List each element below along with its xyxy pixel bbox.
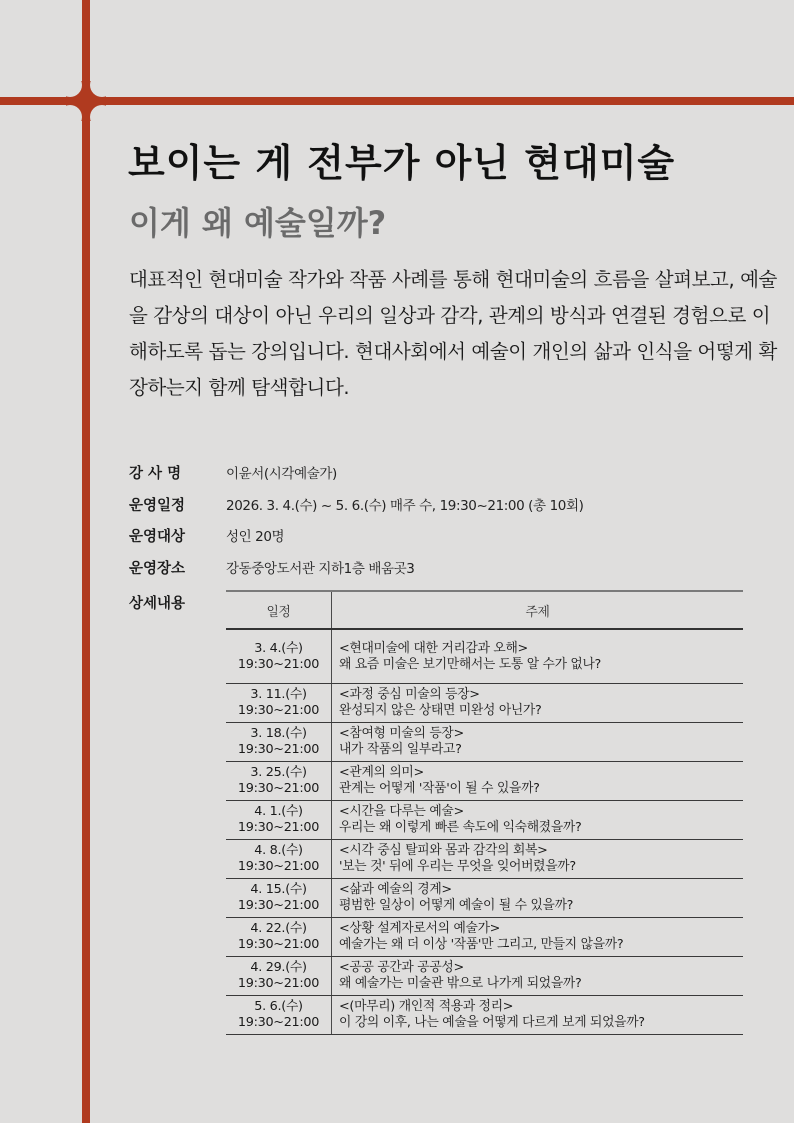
session-question: 관계는 어떻게 '작품'이 될 수 있을까? — [339, 781, 540, 796]
session-question: 왜 요즘 미술은 보기만해서는 도통 알 수가 없나? — [339, 656, 602, 672]
intro-paragraph: 대표적인 현대미술 작가와 작품 사례를 통해 현대미술의 흐름을 살펴보고, 예술을 감상의 대상이 아닌 우리의 일상과 감각, 관계의 방식과 연결된 경험으로 이해하도록 돕는 강의입니다. 현대사회에서 예술이 개인의 삶과 인식을 어떻게 확장하는지 함께 탐색합니다. — [129, 268, 777, 399]
session-topic: <(마무리) 개인적 적용과 정리> — [339, 999, 514, 1014]
session-topic: <과정 중심 미술의 등장> — [339, 687, 480, 702]
info-value: 이윤서(시각예술가) — [226, 466, 337, 482]
session-date: 3. 18.(수) — [250, 726, 307, 741]
info-value: 성인 20명 — [226, 529, 285, 545]
table-row — [226, 957, 743, 996]
table-row — [226, 879, 743, 918]
session-topic-cell — [332, 684, 744, 723]
accent-horizontal-line — [0, 97, 794, 105]
session-date: 3. 4.(수) — [254, 640, 303, 656]
session-topic-cell — [332, 723, 744, 762]
session-date-cell — [226, 762, 332, 801]
session-time: 19:30~21:00 — [237, 937, 320, 952]
info-row-target — [129, 525, 769, 557]
session-date: 4. 29.(수) — [250, 960, 307, 975]
session-time: 19:30~21:00 — [237, 859, 320, 874]
table-row — [226, 801, 743, 840]
session-topic-cell — [332, 801, 744, 840]
table-row — [226, 723, 743, 762]
session-date: 4. 8.(수) — [254, 843, 303, 858]
info-row-instructor — [129, 462, 769, 494]
session-topic-cell — [332, 879, 744, 918]
table-row — [226, 684, 743, 723]
session-time: 19:30~21:00 — [237, 976, 320, 991]
session-date-cell — [226, 879, 332, 918]
page-subtitle: 이게 왜 예술일까? — [129, 204, 387, 242]
table-row — [226, 996, 743, 1035]
session-date: 4. 1.(수) — [254, 804, 303, 819]
session-topic: <삶과 예술의 경계> — [339, 882, 452, 897]
session-date-cell — [226, 996, 332, 1035]
accent-vertical-line — [82, 0, 90, 1123]
session-date-cell — [226, 957, 332, 996]
session-date: 5. 6.(수) — [254, 999, 303, 1014]
session-topic-cell — [332, 762, 744, 801]
schedule-table — [226, 590, 743, 1035]
session-date: 3. 25.(수) — [250, 765, 307, 780]
session-topic: <시각 중심 탈피와 몸과 감각의 회복> — [339, 843, 548, 858]
session-time: 19:30~21:00 — [237, 742, 320, 757]
session-topic-cell — [332, 957, 744, 996]
session-date-cell — [226, 723, 332, 762]
session-question: 내가 작품의 일부라고? — [339, 742, 462, 757]
session-topic-cell — [332, 996, 744, 1035]
session-question: 예술가는 왜 더 이상 '작품'만 그리고, 만들지 않을까? — [339, 937, 624, 952]
table-row — [226, 629, 743, 684]
session-date-cell — [226, 918, 332, 957]
session-date-cell — [226, 684, 332, 723]
session-date-cell — [226, 801, 332, 840]
session-topic: <상황 설계자로서의 예술가> — [339, 921, 501, 936]
session-time: 19:30~21:00 — [237, 656, 320, 672]
session-question: 완성되지 않은 상태면 미완성 아닌가? — [339, 703, 542, 718]
session-time: 19:30~21:00 — [237, 820, 320, 835]
session-date-cell — [226, 840, 332, 879]
table-row — [226, 918, 743, 957]
info-row-location — [129, 557, 769, 589]
session-question: 평범한 일상이 어떻게 예술이 될 수 있을까? — [339, 898, 574, 913]
session-time: 19:30~21:00 — [237, 898, 320, 913]
session-date: 4. 15.(수) — [250, 882, 307, 897]
session-topic: <시간을 다루는 예술> — [339, 804, 464, 819]
session-time: 19:30~21:00 — [237, 703, 320, 718]
session-date: 3. 11.(수) — [250, 687, 307, 702]
session-question: 이 강의 이후, 나는 예술을 어떻게 다르게 보게 되었을까? — [339, 1015, 645, 1030]
table-row — [226, 762, 743, 801]
session-topic-cell — [332, 629, 744, 684]
session-topic-cell — [332, 840, 744, 879]
session-question: '보는 것' 뒤에 우리는 무엇을 잊어버렸을까? — [339, 859, 576, 874]
session-topic: <참여형 미술의 등장> — [339, 726, 464, 741]
table-header-row — [226, 591, 743, 629]
session-topic: <현대미술에 대한 거리감과 오해> — [339, 640, 528, 656]
info-label: 강 사 명 — [129, 466, 182, 482]
info-label: 운영장소 — [129, 560, 186, 577]
info-label: 운영일정 — [129, 497, 186, 514]
info-label: 운영대상 — [129, 529, 186, 545]
session-topic: <관계의 의미> — [339, 765, 424, 780]
session-topic-cell — [332, 918, 744, 957]
session-date: 4. 22.(수) — [250, 921, 307, 936]
accent-line-junction — [66, 81, 106, 121]
course-info — [129, 462, 769, 588]
session-time: 19:30~21:00 — [237, 1015, 320, 1030]
column-header-topic: 주제 — [332, 591, 744, 629]
session-topic: <공공 공간과 공공성> — [339, 960, 464, 975]
column-header-date: 일정 — [226, 591, 332, 629]
session-date-cell — [226, 629, 332, 684]
session-time: 19:30~21:00 — [237, 781, 320, 796]
session-question: 우리는 왜 이렇게 빠른 속도에 익숙해졌을까? — [339, 820, 582, 835]
info-value: 2026. 3. 4.(수) ~ 5. 6.(수) 매주 수, 19:30~21:00 (총 10회) — [226, 497, 584, 514]
table-row — [226, 840, 743, 879]
info-value: 강동중앙도서관 지하1층 배움곳3 — [226, 560, 415, 577]
page-title: 보이는 게 전부가 아닌 현대미술 — [128, 141, 676, 185]
session-question: 왜 예술가는 미술관 밖으로 나가게 되었을까? — [339, 976, 582, 991]
info-row-schedule — [129, 494, 769, 526]
details-label: 상세내용 — [129, 596, 186, 612]
